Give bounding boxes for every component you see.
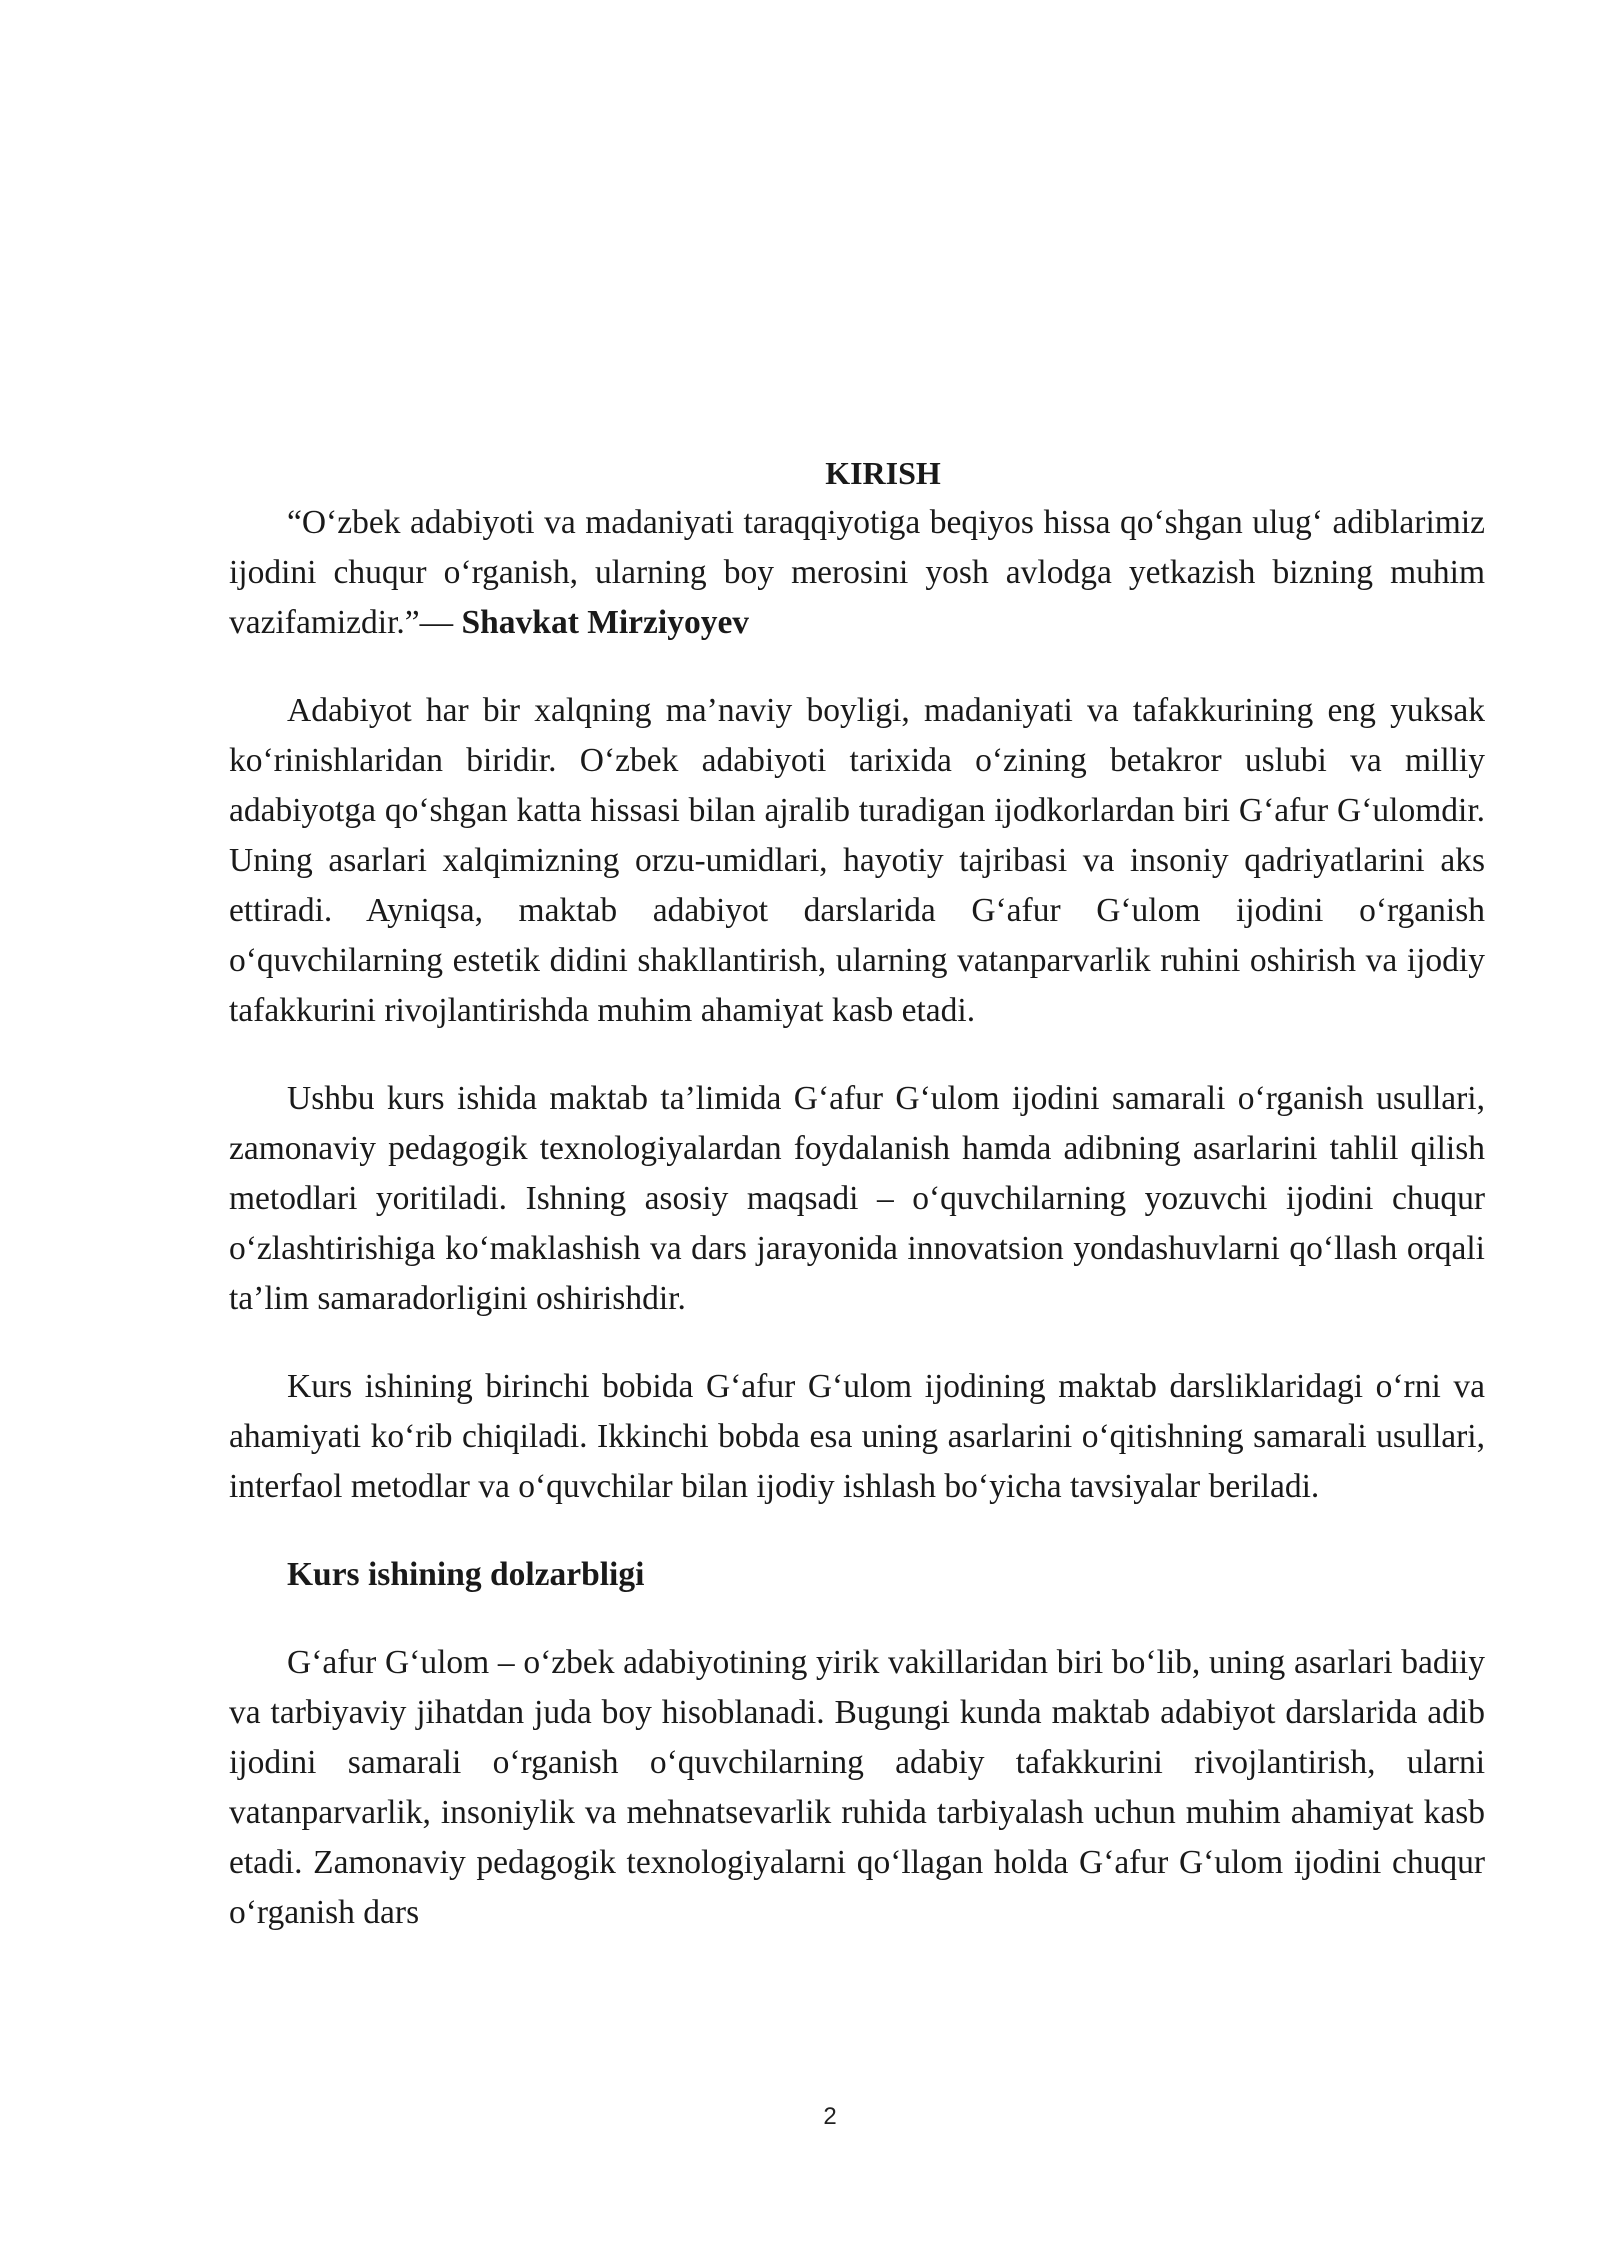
paragraph-3: Kurs ishining birinchi bobida G‘afur G‘ulom ijodining maktab darsliklaridagi o‘rni va ahamiyati ko‘rib chiqiladi. Ikkinchi bobda esa uning asarlarini o‘qitishning samarali usullari, interfaol metodlar va o‘quvchilar bilan ijodiy ishlash bo‘yicha tavsiyalar beriladi.: [229, 1368, 1485, 1505]
paragraph-2: Ushbu kurs ishida maktab ta’limida G‘afur G‘ulom ijodini samarali o‘rganish usullari, zamonaviy pedagogik texnologiyalardan foydalanish hamda adibning asarlarini tahlil qilish metodlari yoritiladi. Ishning asosiy maqsadi – o‘quvchilarning yozuvchi ijodini chuqur o‘zlashtirishiga ko‘maklashish va dars jarayonida innovatsion yondashuvlarni qo‘llash orqali ta’lim samaradorligini oshirishdir.: [229, 1080, 1485, 1317]
quote-text: “O‘zbek adabiyoti va madaniyati taraqqiyotiga beqiyos hissa qo‘shgan ulug‘ adiblarimiz ijodini chuqur o‘rganish, ularning boy merosini yosh avlodga yetkazish bizning muhim vazifamizdir.”—: [229, 504, 1485, 641]
paragraph-1: Adabiyot har bir xalqning ma’naviy boyligi, madaniyati va tafakkurining eng yuksak ko‘rinishlaridan biridir. O‘zbek adabiyoti tarixida o‘zining betakror uslubi va milliy adabiyotga qo‘shgan katta hissasi bilan ajralib turadigan ijodkorlardan biri G‘afur G‘ulomdir. Uning asarlari xalqimizning orzu-umidlari, hayotiy tajribasi va insoniy qadriyatlarini aks ettiradi. Ayniqsa, maktab adabiyot darslarida G‘afur G‘ulom ijodini o‘rganish o‘quvchilarning estetik didini shakllantirish, ularning vatanparvarlik ruhini oshirish va ijodiy tafakkurini rivojlantirishda muhim ahamiyat kasb etadi.: [229, 692, 1485, 1029]
subheading-relevance: Kurs ishining dolzarbligi: [287, 1556, 645, 1593]
quote-author: Shavkat Mirziyoyev: [461, 604, 750, 641]
page-content: [229, 448, 1485, 1938]
page-number: 2: [823, 2103, 837, 2130]
paragraph-relevance: G‘afur G‘ulom – o‘zbek adabiyotining yirik vakillaridan biri bo‘lib, uning asarlari badiiy va tarbiyaviy jihatdan juda boy hisoblanadi. Bugungi kunda maktab adabiyot darslarida adib ijodini samarali o‘rganish o‘quvchilarning adabiy tafakkurini rivojlantirish, ularni vatanparvarlik, insoniylik va mehnatsevarlik ruhida tarbiyalash uchun muhim ahamiyat kasb etadi. Zamonaviy pedagogik texnologiyalarni qo‘llagan holda G‘afur G‘ulom ijodini chuqur o‘rganish dars: [229, 1644, 1485, 1931]
section-title: KIRISH: [825, 455, 941, 491]
epigraph-quote: [229, 498, 1485, 648]
